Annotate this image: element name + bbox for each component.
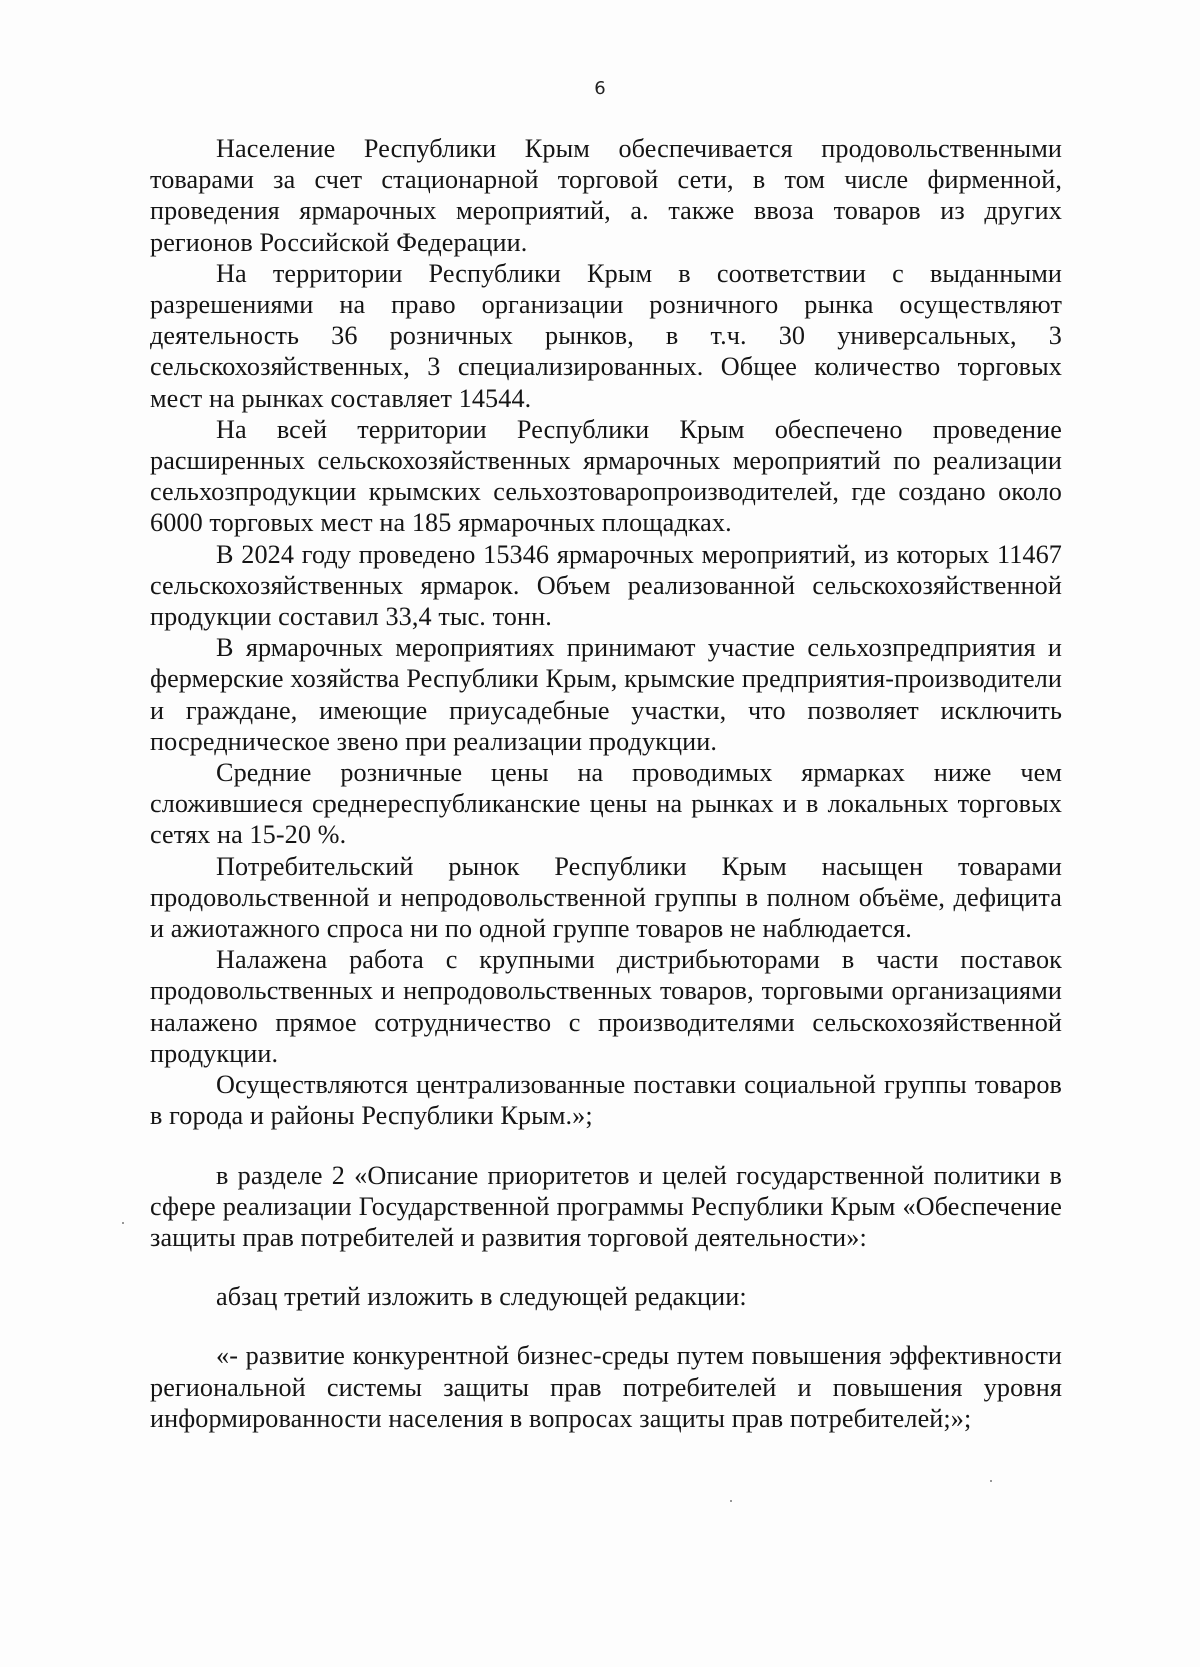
scan-speck: [122, 1222, 124, 1224]
paragraph-retail-prices: Средние розничные цены на проводимых ярмарках ниже чем сложившиеся среднереспубликанские цены на рынках и в локальных торговых сетях на 15-20 %.: [150, 758, 1062, 850]
paragraph-population-supply: Население Республики Крым обеспечивается продовольственными товарами за счет стационарной торговой сети, в том числе фирменной, проведения ярмарочных мероприятий, а. также ввоза товаров из других регионов Российской Федерации.: [150, 134, 1062, 257]
spacer: [150, 1132, 1062, 1160]
spacer: [150, 1312, 1062, 1340]
quoted-amendment: «- развитие конкурентной бизнес-среды путем повышения эффективности региональной системы защиты прав потребителей и повышения уровня информированности населения в вопросах защиты прав потребителей;»;: [150, 1341, 1062, 1433]
paragraph-distributors: Налажена работа с крупными дистрибьюторами в части поставок продовольственных и непродовольственных товаров, торговыми организациями налажено прямое сотрудничество с производителями сельскохозяйственной продукции.: [150, 945, 1062, 1068]
page-number: 6: [594, 78, 606, 99]
paragraph-fair-events: На всей территории Республики Крым обеспечено проведение расширенных сельскохозяйственных ярмарочных мероприятий по реализации сельхозпродукции крымских сельхозтоваропроизводителей, где создано около 6000 торговых мест на 185 ярмарочных площадках.: [150, 414, 1062, 538]
spacer: [150, 1253, 1062, 1281]
edit-instruction: абзац третий изложить в следующей редакции:: [216, 1282, 747, 1312]
paragraph-retail-markets: На территории Республики Крым в соответствии с выданными разрешениями на право организации розничного рынка осуществляют деятельность 36 розничных рынков, в т.ч. 30 универсальных, 3 сельскохозяйственных, 3 специализированных. Общее количество торговых мест на рынках составляет 14544.: [150, 258, 1062, 413]
scan-speck: [990, 1480, 992, 1482]
paragraph-fair-participants: В ярмарочных мероприятиях принимают участие сельхозпредприятия и фермерские хозяйства Республики Крым, крымские предприятия-производители и граждане, имеющие приусадебные участки, что позволяет исключить посредническое звено при реализации продукции.: [150, 633, 1062, 756]
scan-speck: [730, 1500, 732, 1502]
paragraph-centralized-supply: Осуществляются централизованные поставки социальной группы товаров в города и районы Республики Крым.»;: [150, 1070, 1062, 1131]
document-body: [150, 133, 1062, 1434]
paragraph-2024-statistics: В 2024 году проведено 15346 ярмарочных мероприятий, из которых 11467 сельскохозяйственных ярмарок. Объем реализованной сельскохозяйственной продукции составил 33,4 тыс. тонн.: [150, 539, 1062, 632]
section-2-intro: в разделе 2 «Описание приоритетов и целей государственной политики в сфере реализации Государственной программы Республики Крым «Обеспечение защиты прав потребителей и развития торговой деятельности»:: [150, 1160, 1062, 1252]
paragraph-consumer-market: Потребительский рынок Республики Крым насыщен товарами продовольственной и непродовольственной группы в полном объёме, дефицита и ажиотажного спроса ни по одной группе товаров не наблюдается.: [150, 851, 1062, 944]
